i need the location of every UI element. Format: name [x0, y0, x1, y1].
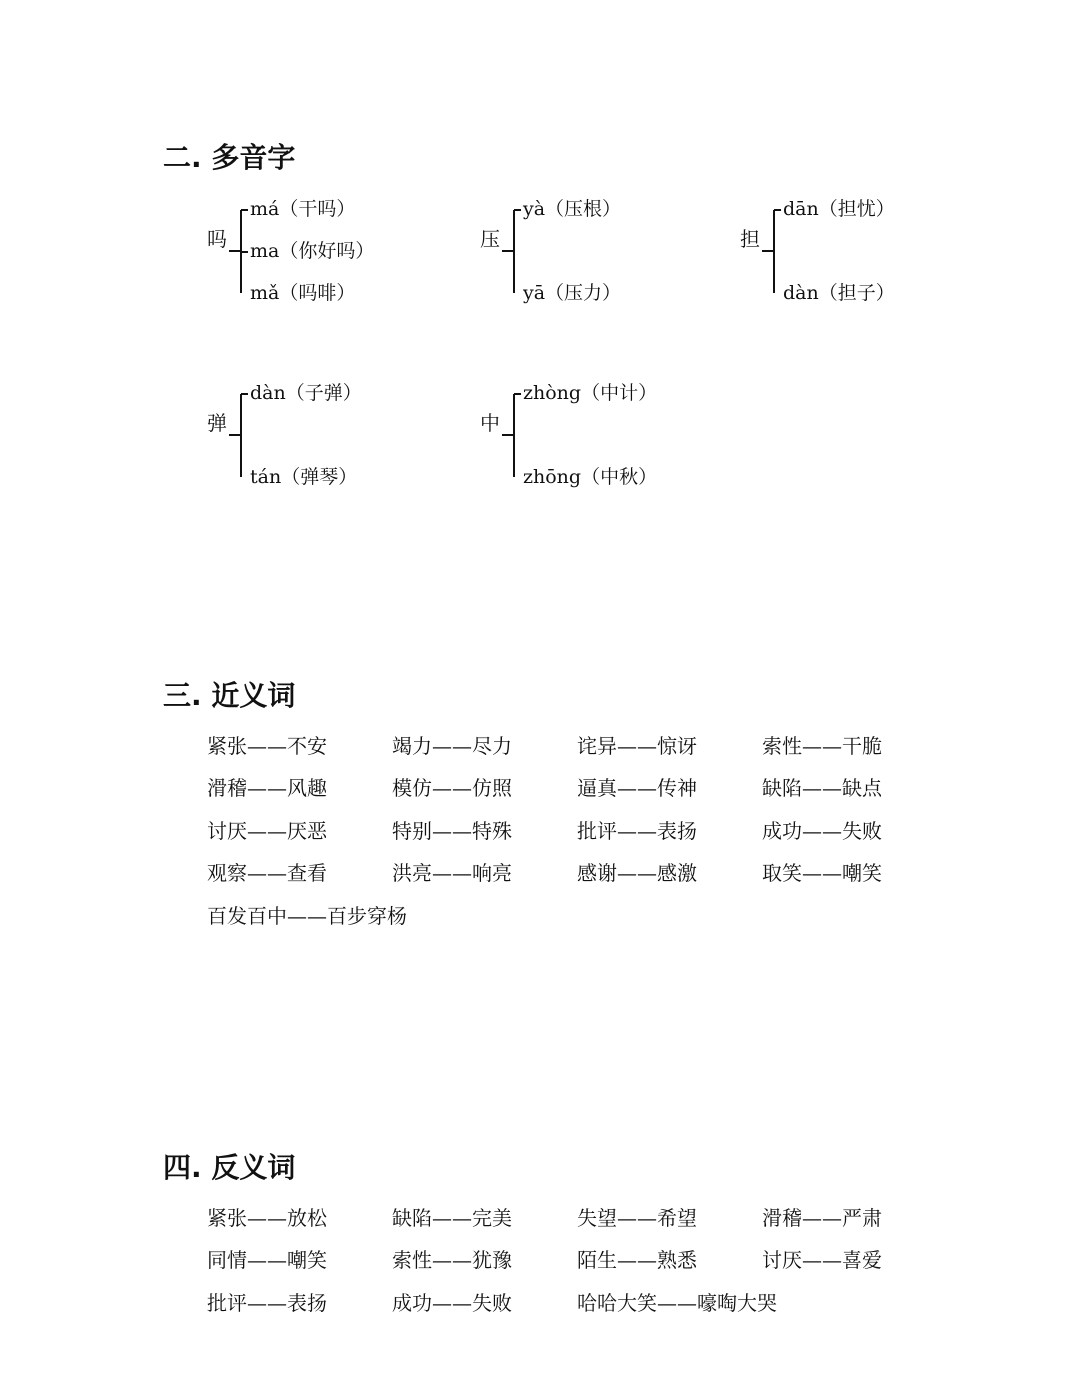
- synonym-pair: 竭力——尽力: [392, 734, 512, 758]
- polyphonic-section-title: 二. 多音字: [163, 141, 296, 174]
- antonyms-section-title: 四. 反义词: [163, 1151, 296, 1184]
- brace-icon: [502, 381, 522, 477]
- polyphonic-group-tan: [207, 381, 427, 488]
- antonym-pair: 紧张——放松: [207, 1206, 327, 1230]
- polyphonic-group-zhong: [480, 381, 700, 488]
- brace-icon: [229, 381, 249, 477]
- brace-icon: [502, 197, 522, 293]
- antonym-pair: 成功——失败: [392, 1291, 512, 1315]
- synonym-pair: 观察——查看: [207, 861, 327, 885]
- synonym-pair: 诧异——惊讶: [577, 734, 697, 758]
- synonym-pair: 缺陷——缺点: [762, 776, 882, 800]
- brace-icon: [762, 197, 782, 293]
- polyphonic-reading: mǎ（吗啡）: [250, 282, 356, 304]
- polyphonic-char: 中: [480, 411, 500, 435]
- polyphonic-reading: yā（压力）: [523, 282, 622, 304]
- antonym-pair: 失望——希望: [577, 1206, 697, 1230]
- polyphonic-char: 担: [740, 227, 760, 251]
- synonym-pair: 模仿——仿照: [392, 776, 512, 800]
- polyphonic-reading: dàn（担子）: [783, 282, 895, 304]
- polyphonic-reading: ma（你好吗）: [250, 240, 375, 262]
- antonym-pair: 索性——犹豫: [392, 1248, 512, 1272]
- synonym-pair: 成功——失败: [762, 819, 882, 843]
- synonym-pair: 洪亮——响亮: [392, 861, 512, 885]
- polyphonic-group-dan: [740, 197, 960, 304]
- synonym-pair: 批评——表扬: [577, 819, 697, 843]
- polyphonic-char: 吗: [207, 227, 227, 251]
- brace-icon: [229, 197, 249, 293]
- polyphonic-reading: zhōng（中秋）: [523, 466, 658, 488]
- synonym-pair: 索性——干脆: [762, 734, 882, 758]
- antonym-pair: 陌生——熟悉: [577, 1248, 697, 1272]
- antonym-pair: 同情——嘲笑: [207, 1248, 327, 1272]
- antonym-pair: 哈哈大笑——嚎啕大哭: [577, 1291, 777, 1315]
- polyphonic-reading: tán（弹琴）: [250, 466, 358, 488]
- polyphonic-reading: zhòng（中计）: [523, 382, 658, 404]
- polyphonic-char: 压: [480, 227, 500, 251]
- antonym-pair: 缺陷——完美: [392, 1206, 512, 1230]
- polyphonic-reading: dān（担忧）: [783, 198, 895, 220]
- polyphonic-reading: má（干吗）: [250, 198, 356, 220]
- synonym-pair: 感谢——感激: [577, 861, 697, 885]
- synonym-pair: 滑稽——风趣: [207, 776, 327, 800]
- polyphonic-group-ma: [207, 197, 427, 304]
- antonym-pair: 批评——表扬: [207, 1291, 327, 1315]
- synonym-pair: 紧张——不安: [207, 734, 327, 758]
- synonym-pair: 逼真——传神: [577, 776, 697, 800]
- polyphonic-char: 弹: [207, 411, 227, 435]
- polyphonic-reading: dàn（子弹）: [250, 382, 362, 404]
- synonyms-section-title: 三. 近义词: [163, 679, 296, 712]
- polyphonic-group-ya: [480, 197, 700, 304]
- antonym-pair: 讨厌——喜爱: [762, 1248, 882, 1272]
- polyphonic-reading: yà（压根）: [523, 198, 622, 220]
- synonym-pair: 百发百中——百步穿杨: [207, 904, 407, 928]
- synonym-pair: 特别——特殊: [392, 819, 512, 843]
- synonym-pair: 取笑——嘲笑: [762, 861, 882, 885]
- synonym-pair: 讨厌——厌恶: [207, 819, 327, 843]
- antonym-pair: 滑稽——严肃: [762, 1206, 882, 1230]
